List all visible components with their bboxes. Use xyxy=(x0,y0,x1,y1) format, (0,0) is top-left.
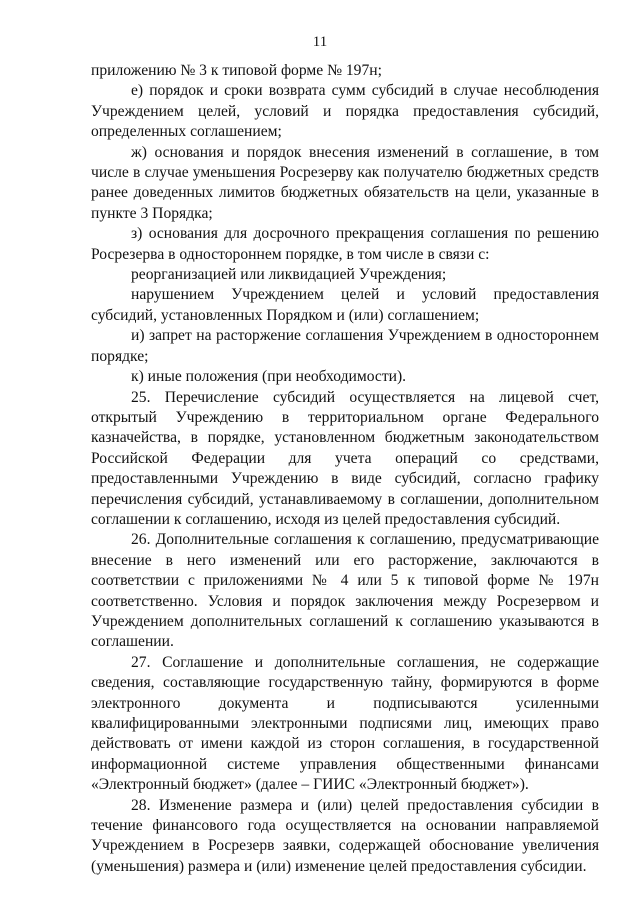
document-body xyxy=(91,61,599,877)
paragraph-subitem-reorganization: реорганизацией или ликвидацией Учреждения; xyxy=(131,266,447,284)
paragraph-item-zh: ж) основания и порядок внесения изменений в соглашение, в том числе в случае уменьшения Росрезерву как получателю бюджетных средств ранее доведенных лимитов бюджетных обязательств на цели, указанные в пункте 3 Порядка; xyxy=(91,143,599,222)
paragraph-subitem-violation: нарушением Учреждением целей и условий предоставления субсидий, установленных Порядком и (или) соглашением; xyxy=(91,286,599,324)
paragraph-item-e: е) порядок и сроки возврата сумм субсидий в случае несоблюдения Учреждением целей, условий и порядка предоставления субсидий, определенных соглашением; xyxy=(91,82,599,141)
paragraph-section-27: 27. Соглашение и дополнительные соглашения, не содержащие сведения, составляющие государственную тайну, формируются в форме электронного документа и подписываются усиленными квалифицированными электронными подписями лиц, имеющих право действовать от имени каждой из сторон соглашения, в государственной информационной системе управления общественными финансами «Электронный бюджет» (далее – ГИИС «Электронный бюджет»). xyxy=(91,653,599,794)
paragraph-item-i: и) запрет на расторжение соглашения Учреждением в одностороннем порядке; xyxy=(91,327,599,365)
paragraph-section-26: 26. Дополнительные соглашения к соглашению, предусматривающие внесение в него изменений или его расторжение, заключаются в соответствии с приложениями № 4 или 5 к типовой форме № 197н соответственно. Условия и порядок заключения между Росрезервом и Учреждением дополнительных соглашений к соглашению указываются в соглашении. xyxy=(91,531,599,651)
paragraph-section-28: 28. Изменение размера и (или) целей предоставления субсидии в течение финансового года осуществляется на основании направляемой Учреждением в Росрезерв заявки, содержащей обоснование увеличения (уменьшения) размера и (или) изменение целей предоставления субсидии. xyxy=(91,796,599,875)
paragraph-item-z: з) основания для досрочного прекращения соглашения по решению Росрезерва в одностороннем порядке, в том числе в связи с: xyxy=(91,225,599,263)
page-number: 11 xyxy=(312,34,328,50)
paragraph-item-k: к) иные положения (при необходимости). xyxy=(131,368,407,386)
paragraph-section-25: 25. Перечисление субсидий осуществляется на лицевой счет, открытый Учреждению в территориальном органе Федерального казначейства, в порядке, установленном бюджетным законодательством Российской Федерации для учета операций со средствами, предоставленными Учреждению в виде субсидий, согласно графику перечисления субсидий, устанавливаемому в соглашении, дополнительном соглашении к соглашению, исходя из целей предоставления субсидий. xyxy=(91,388,599,528)
paragraph-continuation: приложению № 3 к типовой форме № 197н; xyxy=(91,62,382,79)
